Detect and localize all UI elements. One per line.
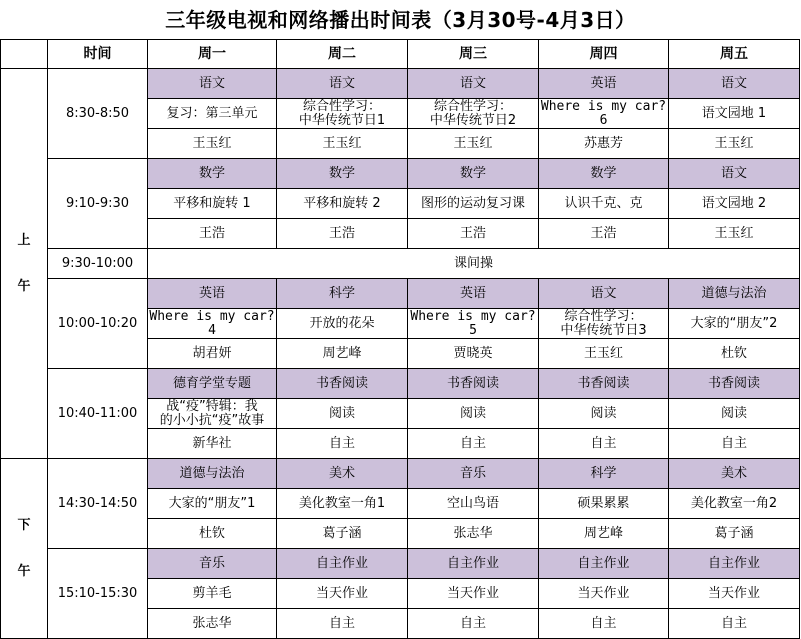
subject-cell: 书香阅读 [408,369,539,399]
teacher-cell: 自主 [669,429,800,459]
subject-cell: 语文 [148,69,277,99]
break-label: 课间操 [148,249,800,279]
period-morning-char-1: 上 [17,232,31,248]
subject-cell: 书香阅读 [539,369,669,399]
subject-row [1,549,800,579]
teacher-cell: 自主 [669,609,800,639]
period-afternoon [1,459,48,639]
topic-cell: 美化教室一角2 [669,489,800,519]
topic-cell: 美化教室一角1 [277,489,408,519]
period-morning [1,69,48,459]
subject-cell: 语文 [539,279,669,309]
topic-cell: 综合性学习： 中华传统节日2 [408,99,539,129]
time-cell: 10:00-10:20 [48,279,148,369]
topic-cell: 认识千克、克 [539,189,669,219]
topic-cell: 当天作业 [408,579,539,609]
subject-cell: 音乐 [148,549,277,579]
teacher-cell: 王玉红 [148,129,277,159]
header-row [1,40,800,69]
subject-cell: 自主作业 [669,549,800,579]
topic-cell: 图形的运动复习课 [408,189,539,219]
topic-cell: 开放的花朵 [277,309,408,339]
subject-cell: 语文 [669,159,800,189]
topic-cell: 剪羊毛 [148,579,277,609]
header-tuesday: 周二 [277,40,408,69]
subject-cell: 书香阅读 [669,369,800,399]
teacher-cell: 王浩 [148,219,277,249]
subject-cell: 自主作业 [539,549,669,579]
corner-cell [1,40,48,69]
subject-row [1,69,800,99]
time-cell: 14:30-14:50 [48,459,148,549]
teacher-cell: 张志华 [408,519,539,549]
subject-cell: 自主作业 [408,549,539,579]
teacher-cell: 葛子涵 [669,519,800,549]
time-cell: 9:10-9:30 [48,159,148,249]
topic-cell: 语文园地 2 [669,189,800,219]
header-wednesday: 周三 [408,40,539,69]
teacher-cell: 葛子涵 [277,519,408,549]
teacher-cell: 苏惠芳 [539,129,669,159]
subject-cell: 语文 [277,69,408,99]
topic-cell: 综合性学习： 中华传统节日3 [539,309,669,339]
topic-cell: Where is my car?6 [539,99,669,129]
topic-cell: Where is my car?4 [149,308,275,338]
subject-cell: 数学 [539,159,669,189]
teacher-cell: 自主 [408,609,539,639]
header-thursday: 周四 [539,40,669,69]
teacher-cell: 王浩 [408,219,539,249]
teacher-cell: 周艺峰 [539,519,669,549]
teacher-cell: 周艺峰 [277,339,408,369]
teacher-cell: 王玉红 [539,339,669,369]
topic-cell: 大家的“朋友”1 [148,489,277,519]
teacher-cell: 王玉红 [408,129,539,159]
topic-cell: 当天作业 [539,579,669,609]
subject-cell: 语文 [408,69,539,99]
teacher-cell: 自主 [539,429,669,459]
page-title: 三年级电视和网络播出时间表（3月30号-4月3日） [165,8,636,32]
subject-cell: 音乐 [408,459,539,489]
teacher-cell: 杜钦 [148,519,277,549]
header-time: 时间 [48,40,148,69]
subject-cell: 美术 [669,459,800,489]
teacher-cell: 杜钦 [669,339,800,369]
subject-cell: 书香阅读 [277,369,408,399]
teacher-cell: 王浩 [539,219,669,249]
topic-cell: 阅读 [277,399,408,429]
subject-cell: 科学 [539,459,669,489]
subject-cell: 美术 [277,459,408,489]
subject-cell: 语文 [669,69,800,99]
topic-cell: 平移和旋转 1 [148,189,277,219]
subject-cell: 科学 [277,279,408,309]
topic-cell: 当天作业 [277,579,408,609]
topic-cell: 硕果累累 [539,489,669,519]
subject-row [1,159,800,189]
topic-cell: 语文园地 1 [669,99,800,129]
time-cell: 8:30-8:50 [48,69,148,159]
teacher-cell: 胡君妍 [148,339,277,369]
subject-row [1,459,800,489]
subject-cell: 数学 [408,159,539,189]
subject-cell: 英语 [148,279,277,309]
period-afternoon-char-2: 午 [17,563,31,579]
break-time: 9:30-10:00 [48,249,148,279]
break-row [1,249,800,279]
teacher-cell: 张志华 [148,609,277,639]
teacher-cell: 自主 [277,609,408,639]
period-afternoon-char-1: 下 [17,517,31,533]
time-cell: 15:10-15:30 [48,549,148,639]
teacher-cell: 自主 [408,429,539,459]
teacher-cell: 新华社 [148,429,277,459]
topic-cell: 阅读 [539,399,669,429]
teacher-cell: 王玉红 [669,219,800,249]
topic-cell: 阅读 [669,399,800,429]
topic-cell: 复习：第三单元 [148,99,277,129]
time-cell: 10:40-11:00 [48,369,148,459]
topic-cell: 阅读 [408,399,539,429]
subject-cell: 道德与法治 [148,459,277,489]
subject-cell: 数学 [277,159,408,189]
period-morning-char-2: 午 [17,278,31,294]
topic-cell: 当天作业 [669,579,800,609]
teacher-cell: 王玉红 [669,129,800,159]
subject-row [1,369,800,399]
topic-cell: 战“疫”特辑：我 的小小抗“疫”故事 [148,399,277,429]
subject-cell: 数学 [148,159,277,189]
topic-cell: 大家的“朋友”2 [669,309,800,339]
subject-cell: 英语 [539,69,669,99]
teacher-cell: 贾晓英 [408,339,539,369]
header-friday: 周五 [669,40,800,69]
subject-row [1,279,800,309]
teacher-cell: 王玉红 [277,129,408,159]
topic-cell: 平移和旋转 2 [277,189,408,219]
subject-cell: 英语 [408,279,539,309]
teacher-cell: 自主 [539,609,669,639]
header-monday: 周一 [148,40,277,69]
subject-cell: 自主作业 [277,549,408,579]
teacher-cell: 王浩 [277,219,408,249]
topic-cell: Where is my car?5 [408,309,539,339]
teacher-cell: 自主 [277,429,408,459]
subject-cell: 道德与法治 [669,279,800,309]
topic-cell: 综合性学习： 中华传统节日1 [277,99,408,129]
topic-cell: 空山鸟语 [408,489,539,519]
subject-cell: 德育学堂专题 [148,369,277,399]
schedule-table [0,39,800,639]
